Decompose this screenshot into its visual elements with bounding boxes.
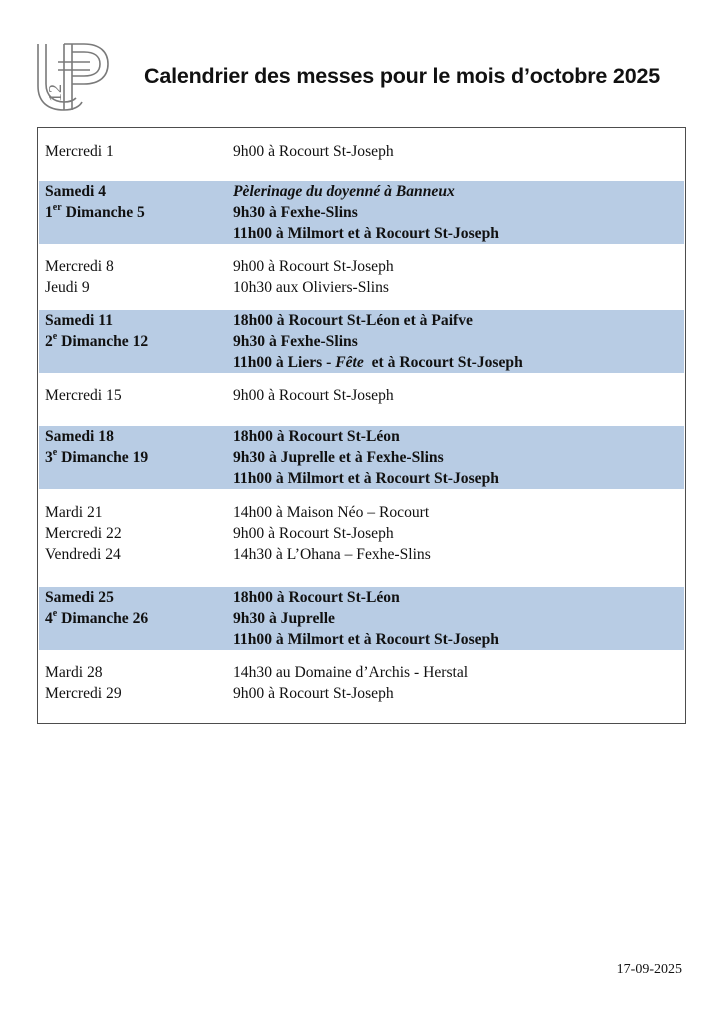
schedule-line [39,277,684,298]
schedule-line [39,331,684,352]
day-label: Vendredi 24 [45,546,121,563]
parish-logo [34,40,112,114]
event-label: 9h00 à Rocourt St-Joseph [233,143,394,160]
day-label: Mercredi 1 [45,143,114,160]
schedule-group [39,662,684,704]
schedule-line [39,426,684,447]
day-label: Mercredi 22 [45,525,122,542]
schedule-group [39,256,684,298]
event-label: 9h00 à Rocourt St-Joseph [233,258,394,275]
event-label: 11h00 à Liers - Fête et à Rocourt St-Joseph [233,354,523,371]
day-label: Samedi 4 [45,183,107,200]
weekend-group [39,181,684,244]
event-label: 10h30 aux Oliviers-Slins [233,279,389,296]
event-label: 9h00 à Rocourt St-Joseph [233,685,394,702]
event-label: 14h30 à L’Ohana – Fexhe-Slins [233,546,431,563]
schedule-line [39,502,684,523]
schedule-line [39,662,684,683]
event-label: 9h30 à Fexhe-Slins [233,204,358,221]
day-label: Mercredi 8 [45,258,114,275]
schedule-line [39,256,684,277]
event-label: 9h30 à Fexhe-Slins [233,333,358,350]
event-label: 11h00 à Milmort et à Rocourt St-Joseph [233,225,499,242]
day-label: 1er Dimanche 5 [45,201,145,221]
schedule-line [39,629,684,650]
day-label: Samedi 18 [45,428,114,445]
logo-number: 12 [45,84,65,102]
schedule-group [39,385,684,406]
schedule-line [39,587,684,608]
weekend-group [39,310,684,373]
day-label: Mercredi 29 [45,685,122,702]
schedule-line [39,352,684,373]
schedule-line [39,310,684,331]
schedule-line [39,683,684,704]
page-title: Calendrier des messes pour le mois d’octobre 2025 [144,64,660,88]
schedule-line [39,385,684,406]
event-label: 11h00 à Milmort et à Rocourt St-Joseph [233,470,499,487]
day-label: Samedi 11 [45,312,114,329]
event-label: 11h00 à Milmort et à Rocourt St-Joseph [233,631,499,648]
schedule-line [39,608,684,629]
schedule-line [39,202,684,223]
event-label: 9h30 à Juprelle [233,610,335,627]
event-label: 18h00 à Rocourt St-Léon [233,428,400,445]
day-label: Mardi 28 [45,664,103,681]
schedule-line [39,447,684,468]
day-label: Mardi 21 [45,504,103,521]
day-label: 3e Dimanche 19 [45,446,149,466]
event-label: 9h30 à Juprelle et à Fexhe-Slins [233,449,444,466]
day-label: Mercredi 15 [45,387,122,404]
schedule-line [39,544,684,565]
schedule-line [39,468,684,489]
event-label: 18h00 à Rocourt St-Léon et à Paifve [233,312,473,329]
event-label: 14h30 au Domaine d’Archis - Herstal [233,664,469,681]
schedule-group [39,141,684,162]
day-label: 2e Dimanche 12 [45,330,149,350]
event-label: 14h00 à Maison Néo – Rocourt [233,504,430,521]
event-label: 18h00 à Rocourt St-Léon [233,589,400,606]
schedule-group [39,502,684,565]
event-label: 9h00 à Rocourt St-Joseph [233,525,394,542]
day-label: Jeudi 9 [45,279,90,296]
schedule-line [39,223,684,244]
event-label: Pèlerinage du doyenné à Banneux [233,183,455,200]
weekend-group [39,426,684,489]
schedule-line [39,141,684,162]
weekend-group [39,587,684,650]
footer-date: 17-09-2025 [616,962,682,977]
schedule-line [39,181,684,202]
day-label: 4e Dimanche 26 [45,607,149,627]
day-label: Samedi 25 [45,589,114,606]
schedule-line [39,523,684,544]
mass-schedule-table [37,127,686,724]
event-label: 9h00 à Rocourt St-Joseph [233,387,394,404]
